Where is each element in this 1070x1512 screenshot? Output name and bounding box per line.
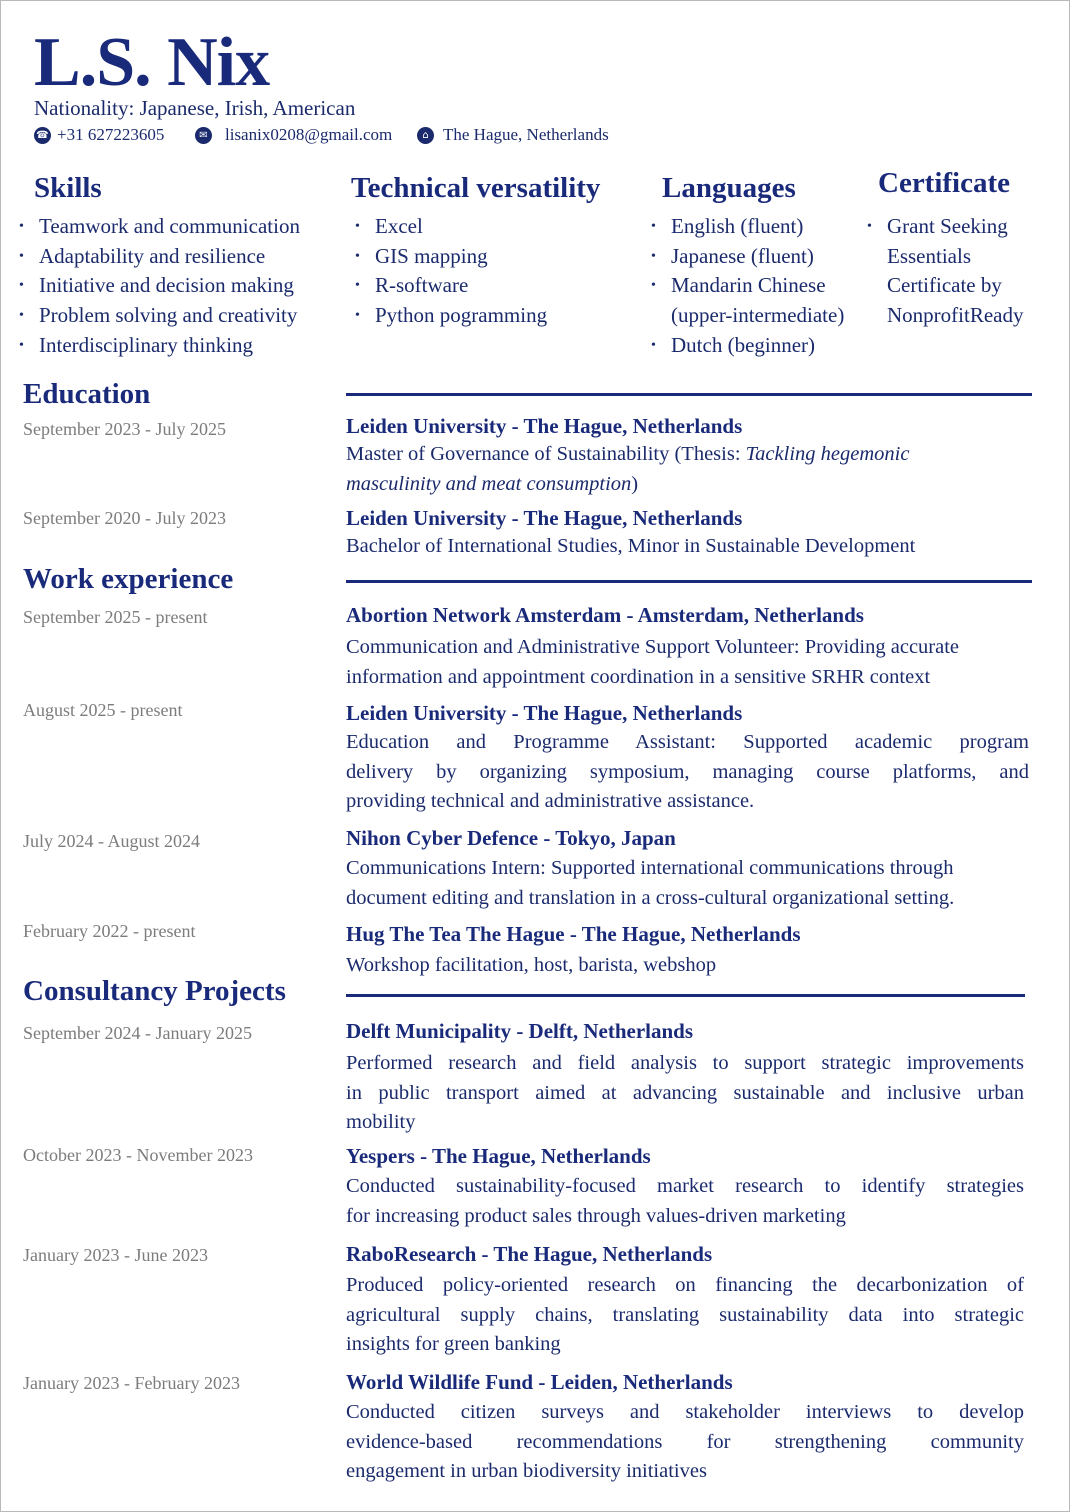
entry-date: September 2025 - present (23, 607, 208, 627)
nationality: Nationality: Japanese, Irish, American (34, 96, 356, 120)
entry-date: August 2025 - present (23, 700, 183, 720)
home-icon: ⌂ (417, 127, 434, 144)
list-item: • R-software (355, 271, 547, 301)
phone-contact (34, 125, 164, 145)
entry-description: Performed research and field analysis to support strategic improvements in public transport aimed at advancing sustainable and inclusive urban mobility (346, 1052, 1024, 1133)
technical-list (355, 212, 547, 331)
entry-organization: Delft Municipality - Delft, Netherlands (346, 1019, 694, 1043)
entry-description: Education and Programme Assistant: Supported academic program delivery by organizing symposium, managing course platforms, and providing technical and administrative assistance. (346, 731, 1029, 812)
technical-heading: Technical versatility (351, 172, 601, 204)
location-contact (417, 125, 609, 145)
entry-date: January 2023 - June 2023 (23, 1245, 208, 1265)
section-divider (346, 393, 1032, 396)
list-item-continuation: Essentials (887, 243, 971, 268)
entry-organization: Leiden University - The Hague, Netherlands (346, 701, 743, 725)
list-item: • Interdisciplinary thinking (19, 331, 300, 361)
skills-heading: Skills (34, 172, 102, 204)
education-heading: Education (23, 378, 151, 410)
candidate-name: L.S. Nix (34, 24, 270, 101)
entry-organization: Hug The Tea The Hague - The Hague, Netherlands (346, 922, 801, 946)
skills-list (19, 212, 300, 361)
location-text: The Hague, Netherlands (443, 125, 609, 144)
list-item-continuation: NonprofitReady (887, 303, 1024, 328)
entry-description: Bachelor of International Studies, Minor in Sustainable Development (346, 535, 916, 557)
list-item: • Problem solving and creativity (19, 301, 300, 331)
list-item: • Mandarin Chinese (651, 271, 844, 301)
entry-description: Conducted citizen surveys and stakeholder interviews to develop evidence-based recommendations for strengthening community engagement in urban biodiversity initiatives (346, 1401, 1024, 1482)
list-item: • Adaptability and resilience (19, 242, 300, 272)
entry-description: Workshop facilitation, host, barista, webshop (346, 954, 717, 976)
list-item: • Teamwork and communication (19, 212, 300, 242)
entry-date: January 2023 - February 2023 (23, 1373, 240, 1393)
entry-organization: Abortion Network Amsterdam - Amsterdam, Netherlands (346, 603, 864, 627)
list-item: • Initiative and decision making (19, 271, 300, 301)
work-heading: Work experience (23, 563, 234, 595)
entry-description: Produced policy-oriented research on financing the decarbonization of agricultural supply chains, translating sustainability data into strategic insights for green banking (346, 1274, 1024, 1355)
list-item: • Excel (355, 212, 547, 242)
entry-organization: Yespers - The Hague, Netherlands (346, 1144, 651, 1168)
consultancy-heading: Consultancy Projects (23, 975, 286, 1007)
entry-date: October 2023 - November 2023 (23, 1145, 253, 1165)
certificate-heading: Certificate (878, 167, 1011, 199)
languages-list (651, 212, 844, 361)
entry-organization: RaboResearch - The Hague, Netherlands (346, 1242, 713, 1266)
list-item: • Japanese (fluent) (651, 242, 844, 272)
list-item-continuation: (upper-intermediate) (671, 303, 845, 328)
entry-description: Master of Governance of Sustainability (Thesis: Tackling hegemonic masculinity and meat consumption) (346, 443, 910, 495)
phone-number: +31 627223605 (57, 125, 165, 144)
email-address[interactable]: lisanix0208@gmail.com (225, 125, 393, 144)
languages-heading: Languages (662, 172, 796, 204)
entry-description: Communications Intern: Supported international communications through document editing and translation in a cross-cultural organizational setting. (346, 857, 955, 909)
phone-icon: ☎ (34, 127, 51, 144)
entry-organization: Leiden University - The Hague, Netherlands (346, 506, 743, 530)
entry-date: July 2024 - August 2024 (23, 831, 201, 851)
mail-icon: ✉ (195, 127, 212, 144)
entry-date: February 2022 - present (23, 921, 196, 941)
entry-date: September 2024 - January 2025 (23, 1023, 252, 1043)
entry-organization: Leiden University - The Hague, Netherlands (346, 414, 743, 438)
list-item: • GIS mapping (355, 242, 547, 272)
entry-description: Communication and Administrative Support Volunteer: Providing accurate information and appointment coordination in a sensitive SRHR context (346, 636, 960, 688)
entry-date: September 2023 - July 2025 (23, 419, 226, 439)
entry-description: Conducted sustainability-focused market research to identify strategies for increasing product sales through values-driven marketing (346, 1175, 1024, 1227)
list-item: • Dutch (beginner) (651, 331, 844, 361)
email-contact[interactable] (195, 125, 392, 145)
entry-organization: World Wildlife Fund - Leiden, Netherlands (346, 1370, 733, 1394)
entry-organization: Nihon Cyber Defence - Tokyo, Japan (346, 826, 676, 850)
entry-date: September 2020 - July 2023 (23, 508, 226, 528)
list-item: • Python pogramming (355, 301, 547, 331)
list-item: • English (fluent) (651, 212, 844, 242)
list-item: • Grant Seeking (867, 212, 1023, 242)
section-divider (346, 580, 1032, 583)
certificate-list (867, 212, 1023, 331)
list-item-continuation: Certificate by (887, 273, 1002, 298)
section-divider (346, 994, 1025, 997)
